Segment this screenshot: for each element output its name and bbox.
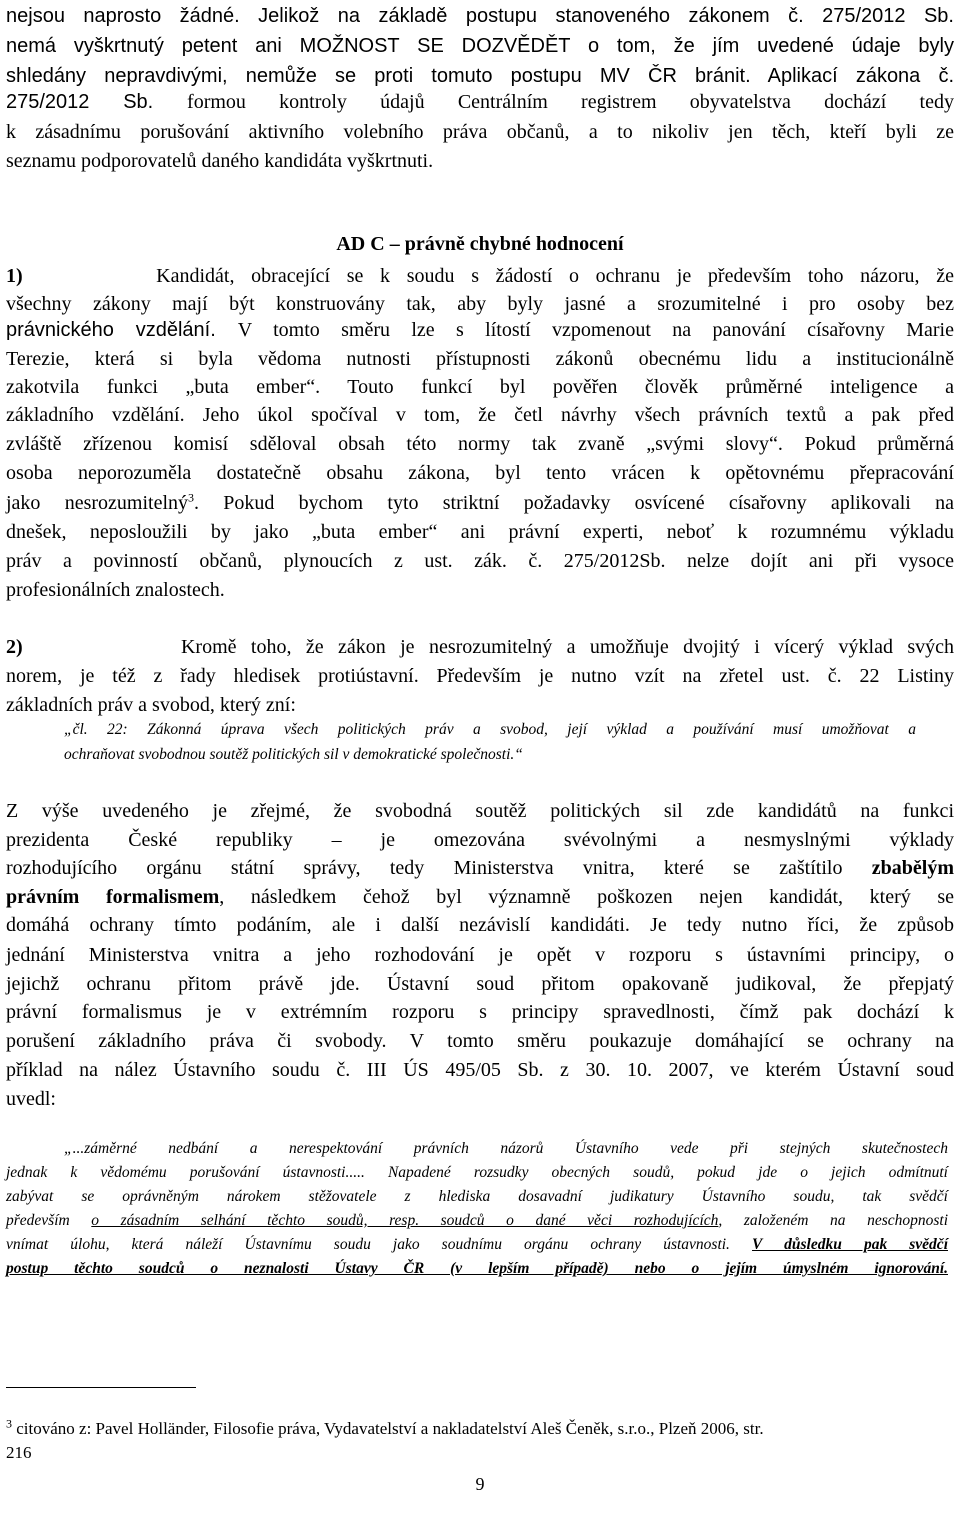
footnote-line-1 <box>6 1418 764 1440</box>
intro-line-2: nemá vyškrtnutý petent ani MOŽNOST SE DOZVĚDĚT o tom, že jím uvedené údaje byly <box>6 35 954 57</box>
intro-line-1: nejsou naprosto žádné. Jelikož na základě postupu stanoveného zákonem č. 275/2012 Sb. <box>6 5 954 27</box>
court-quote-line-5 <box>6 1234 948 1256</box>
footnote-line-2: 216 <box>6 1443 32 1462</box>
court-quote-line-4-a: především <box>6 1212 92 1229</box>
court-quote-line-3: zabývat se oprávněným nárokem stěžovatele z hlediska dosavadní judikatury Ústavního soudu, tak svědčí <box>6 1188 948 1205</box>
section-heading: AD C – právně chybné hodnocení <box>336 233 624 255</box>
para3-line-11: uvedl: <box>6 1088 56 1110</box>
para3-line-4 <box>6 883 954 911</box>
para3-line-4-b: , následkem čehož byl významně poškozen nejen kandidát, který se <box>219 886 954 908</box>
para3-line-4-bold: právním formalismem <box>6 886 220 908</box>
point1-line-12: profesionálních znalostech. <box>6 579 225 601</box>
point1-line-1-text: Kandidát, obracející se k soudu s žádostí o ochranu je především toho názoru, že <box>156 265 954 287</box>
point1-line-11: práv a povinností občanů, plynoucích z ust. zák. č. 275/2012Sb. nelze dojít ani při vysoce <box>6 550 954 572</box>
intro-line-4 <box>6 88 954 116</box>
point1-line-9-b: . Pokud bychom tyto striktní požadavky osvícené císařovny aplikovali na <box>194 492 955 514</box>
point1-line-3-b: V tomto směru lze s lítostí vzpomenout na panování císařovny Marie <box>237 319 954 341</box>
court-quote-line-1: „...záměrné nedbání a nerespektování právních názorů Ústavního vede při stejných skutečnostech <box>64 1140 948 1157</box>
point2-line-1 <box>6 633 954 661</box>
point1-number: 1) <box>6 265 23 287</box>
point1-line-5: zakotvila funkci „buta ember“. Touto funkcí byl pověřen člověk průměrné inteligence a <box>6 376 954 398</box>
point1-line-9 <box>6 489 954 517</box>
court-quote-line-4-underlined: o zásadním selhání těchto soudů, resp. soudců o dané věci rozhodujících <box>91 1212 719 1229</box>
point1-line-9-a: jako nesrozumitelný <box>6 492 189 514</box>
court-quote-line-4-b: , založeném na neschopnosti <box>718 1212 949 1229</box>
point2-number: 2) <box>6 636 23 658</box>
para3-line-9: porušení základního práva či svobody. V tomto směru poukazuje domáhající se ochrany na <box>6 1030 954 1052</box>
intro-line-3: shledány nepravdivými, nemůže se proti tomuto postupu MV ČR bránit. Aplikací zákona č. <box>6 65 954 87</box>
point1-line-10: dnešek, neposloužili by jako „buta ember“ ani právní experti, neboť k rozumnému výkladu <box>6 521 954 543</box>
para3-line-7: jejichž ochranu přitom právě jde. Ústavní soud přitom opakovaně judikoval, že přepjatý <box>6 973 954 995</box>
point1-line-1 <box>6 262 954 290</box>
point1-line-6: základního vzdělání. Jeho úkol spočíval v tom, že četl návrhy všech právních textů a pak před <box>6 404 954 426</box>
point1-line-7: zvláště zřízenou komisí sděloval obsah této normy tak zvaně „svými slovy“. Pokud průměrná <box>6 433 954 455</box>
footnote-separator <box>6 1387 196 1388</box>
point2-line-1-text: Kromě toho, že zákon je nesrozumitelný a umožňuje dvojitý i vícerý výklad svých <box>180 636 955 658</box>
para3-line-1: Z výše uvedeného je zřejmé, že svobodná soutěž politických sil zde kandidátů na funkci <box>6 800 954 822</box>
footnote-number: 3 <box>6 1416 12 1431</box>
court-quote-line-5-emphasis: V důsledku pak svědčí <box>752 1236 948 1253</box>
point2-line-3: základních práv a svobod, který zní: <box>6 694 296 716</box>
para3-line-3-bold: zbabělým <box>871 857 954 879</box>
court-quote-line-5-a: vnímat úlohu, která náleží Ústavnímu soudu jako soudnímu orgánu ochrany ústavnosti. <box>6 1236 753 1253</box>
court-quote-line-4 <box>6 1210 948 1232</box>
court-quote-line-2: jednak k vědomému porušování ústavnosti..... Napadené rozsudky obecných soudů, pokud jde o jejich odmítnutí <box>6 1164 948 1181</box>
intro-line-4-b: formou kontroly údajů Centrálním registrem obyvatelstva dochází tedy <box>187 91 954 113</box>
point1-line-4: Terezie, která si byla vědoma nutnosti přístupnosti zákonů obecnému lidu a institucionálně <box>6 348 954 370</box>
para3-line-3-a: rozhodujícího orgánu státní správy, tedy Ministerstva vnitra, které se zaštítilo <box>6 857 872 879</box>
court-quote-line-6: postup těchto soudců o neznalosti Ústavy ČR (v lepším případě) nebo o jejím úmyslném ignorování. <box>6 1260 948 1277</box>
intro-line-5: k zásadnímu porušování aktivního volebního práva občanů, a to nikoliv jen těch, kteří byli ze <box>6 121 954 143</box>
intro-line-6: seznamu podporovatelů daného kandidáta vyškrtnuti. <box>6 150 434 172</box>
constitution-quote-line-1: „čl. 22: Zákonná úprava všech politických práv a svobod, její výklad a používání musí umožňovat a <box>64 721 916 738</box>
point2-line-2: norem, je též z řady hledisek protiústavní. Především je nutno vzít na zřetel ust. č. 22 Listiny <box>6 665 954 687</box>
para3-line-10: příklad na nález Ústavního soudu č. III ÚS 495/05 Sb. z 30. 10. 2007, ve kterém Ústavní soud <box>6 1059 954 1081</box>
constitution-quote-line-2: ochraňovat svobodnou soutěž politických sil v demokratické společnosti.“ <box>64 746 523 763</box>
point1-line-3 <box>6 316 954 344</box>
para3-line-3 <box>6 854 954 882</box>
footnote-ref: 3 <box>188 490 195 505</box>
para3-line-8: právní formalismus je v extrémním rozporu s principy spravedlnosti, čímž pak dochází k <box>6 1001 954 1023</box>
para3-line-2: prezidenta České republiky – je omezována svévolnými a nesmyslnými výklady <box>6 829 954 851</box>
para3-line-5: domáhá ochrany tímto podáním, ale i další nezávislí kandidáti. Je tedy nutno říci, že způsob <box>6 914 954 936</box>
para3-line-6: jednání Ministerstva vnitra a jeho rozhodování je opět v rozporu s ústavními principy, o <box>6 944 954 966</box>
point1-line-3-a: právnického vzdělání. <box>6 319 238 341</box>
footnote-text: citováno z: Pavel Holländer, Filosofie práva, Vydavatelství a nakladatelství Aleš Čeněk, s.r.o., Plzeň 2006, str. <box>12 1419 764 1438</box>
point1-line-2: všechny zákony mají být konstruovány tak, aby byly jasné a srozumitelné i pro osoby bez <box>6 293 954 315</box>
point1-line-8: osoba neporozuměla dostatečně obsahu zákona, byl tento vrácen k opětovnému přepracování <box>6 462 954 484</box>
page-number: 9 <box>475 1474 485 1494</box>
intro-line-4-a: 275/2012 Sb. <box>6 91 188 113</box>
